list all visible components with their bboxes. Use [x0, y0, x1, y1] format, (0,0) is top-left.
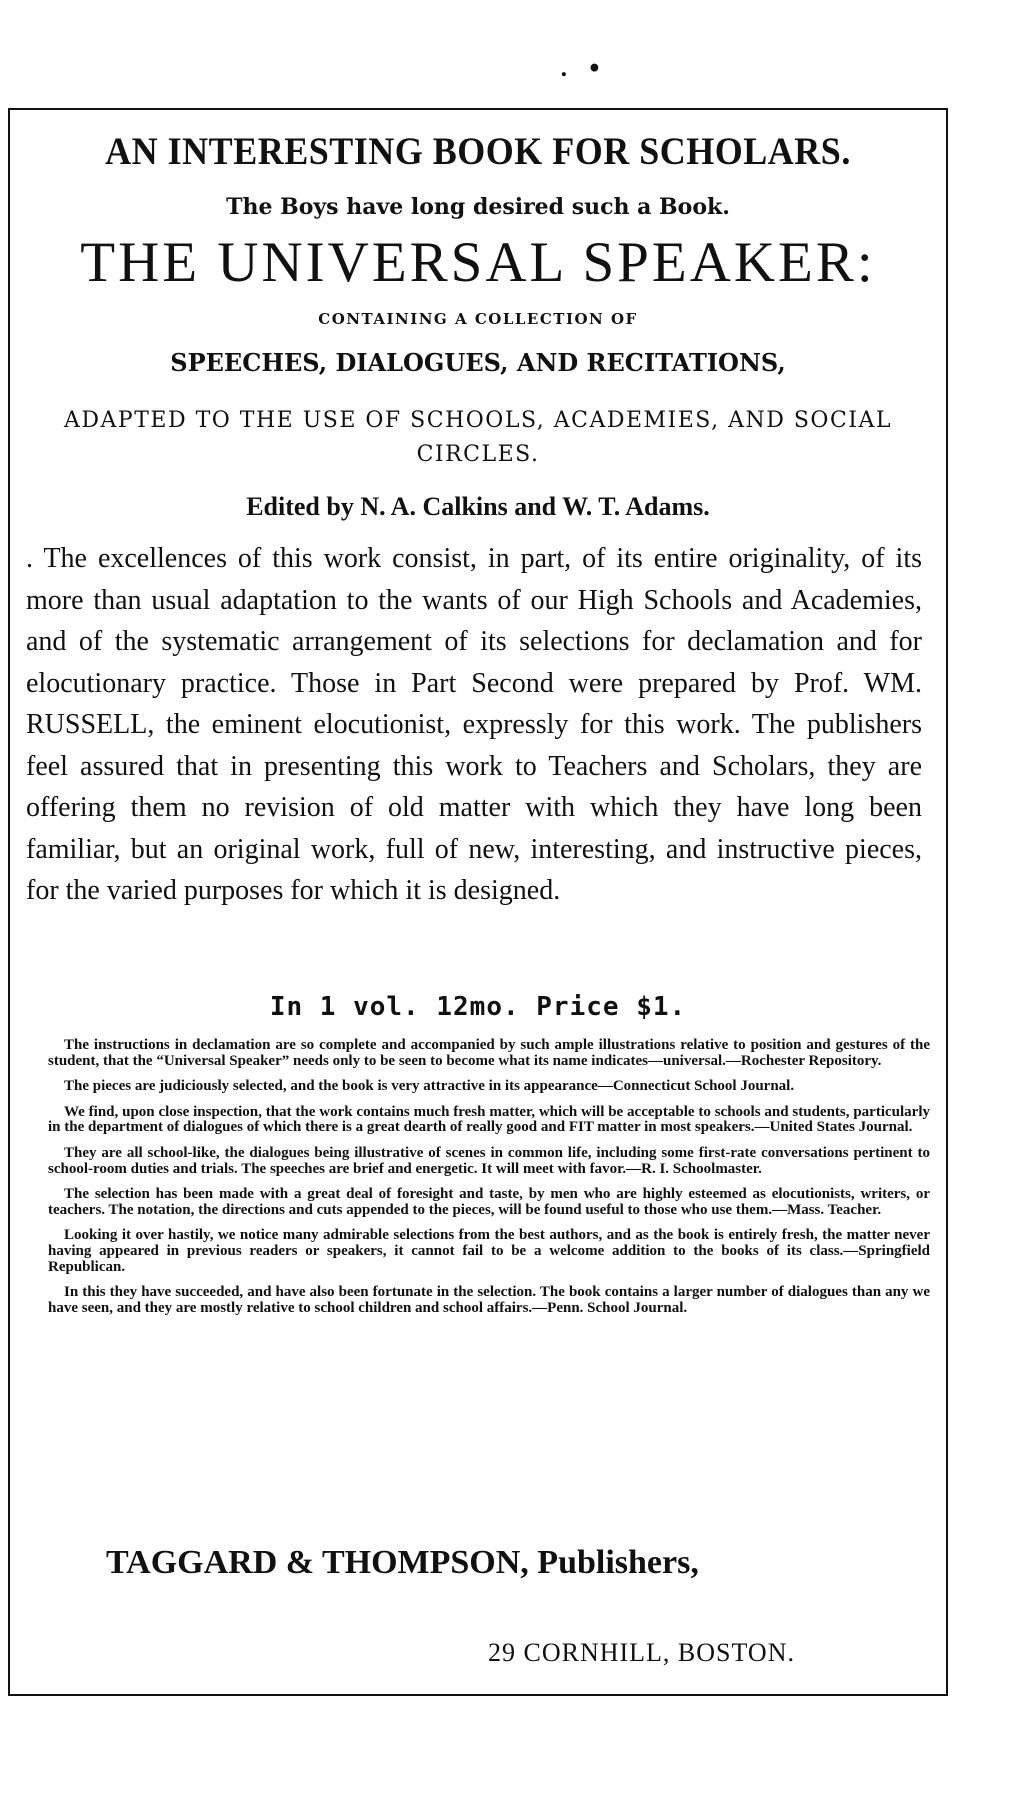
review-item: The instructions in declamation are so complete and accompanied by such ample illustrations relative to position and gestures of the student, that the “Universal Speaker” needs only to be seen to become what its name indicates—universal.—Rochester Repository.	[48, 1037, 930, 1069]
price-line: In 1 vol. 12mo. Price $1.	[269, 992, 687, 1022]
heading: AN INTERESTING BOOK FOR SCHOLARS.	[105, 129, 851, 173]
description-paragraph: . The excellences of this work consist, in part, of its entire originality, of its more than usual adaptation to the wants of our High Schools and Academies, and of the systematic arrangement of its selections for declamation and for elocutionary practice. Those in Part Second were prepared by Prof. WM. RUSSELL, the eminent elocutionist, expressly for this work. The publishers feel assured that in presenting this work to Teachers and Scholars, they are offering them no revision of old matter with which they have long been familiar, but an original work, full of new, interesting, and instructive pieces, for the varied purposes for which it is designed.	[26, 543, 922, 906]
review-item: They are all school-like, the dialogues being illustrative of scenes in common life, including some first-rate conversations pertinent to school-room duties and trials. The speeches are brief and energetic. It will meet with favor.—R. I. Schoolmaster.	[48, 1144, 930, 1177]
review-item: Looking it over hastily, we notice many admirable selections from the best authors, and as the book is entirely fresh, the matter never having appeared in previous readers or speakers, it cannot fail to be a welcome addition to the books of its class.—Springfield Republican.	[48, 1227, 930, 1275]
subheading: The Boys have long desired such a Book.	[226, 194, 730, 220]
publisher-name: TAGGARD & THOMPSON, Publishers,	[106, 1544, 699, 1581]
review-item: We find, upon close inspection, that the work contains much fresh matter, which will be acceptable to schools and students, particularly in the department of dialogues of which there is a great dearth of really good and FIT matter in most speakers.—United States Journal.	[48, 1103, 930, 1136]
review-item: The pieces are judiciously selected, and the book is very attractive in its appearance—Connecticut School Journal.	[64, 1078, 795, 1095]
top-mark: . •	[560, 56, 608, 82]
adapted-line: ADAPTED TO THE USE OF SCHOOLS, ACADEMIES, AND SOCIAL CIRCLES.	[64, 408, 892, 467]
editors-line: Edited by N. A. Calkins and W. T. Adams.	[246, 492, 710, 521]
advertisement-frame	[8, 108, 948, 1696]
review-item: In this they have succeeded, and have also been fortunate in the selection. The book contains a larger number of dialogues than any we have seen, and they are mostly relative to school children and school affairs.—Penn. School Journal.	[48, 1284, 930, 1316]
publisher-address: 29 CORNHILL, BOSTON.	[488, 1638, 795, 1667]
book-title: THE UNIVERSAL SPEAKER:	[80, 231, 876, 294]
review-item: The selection has been made with a great deal of foresight and taste, by men who are highly esteemed as elocutionists, writers, or teachers. The notation, the directions and cuts appended to the pieces, will be found useful to those who use them.—Mass. Teacher.	[48, 1186, 930, 1218]
contents-line: SPEECHES, DIALOGUES, AND RECITATIONS,	[170, 348, 786, 377]
containing-line: CONTAINING A COLLECTION OF	[318, 310, 638, 328]
reviews-list	[48, 1038, 930, 1326]
